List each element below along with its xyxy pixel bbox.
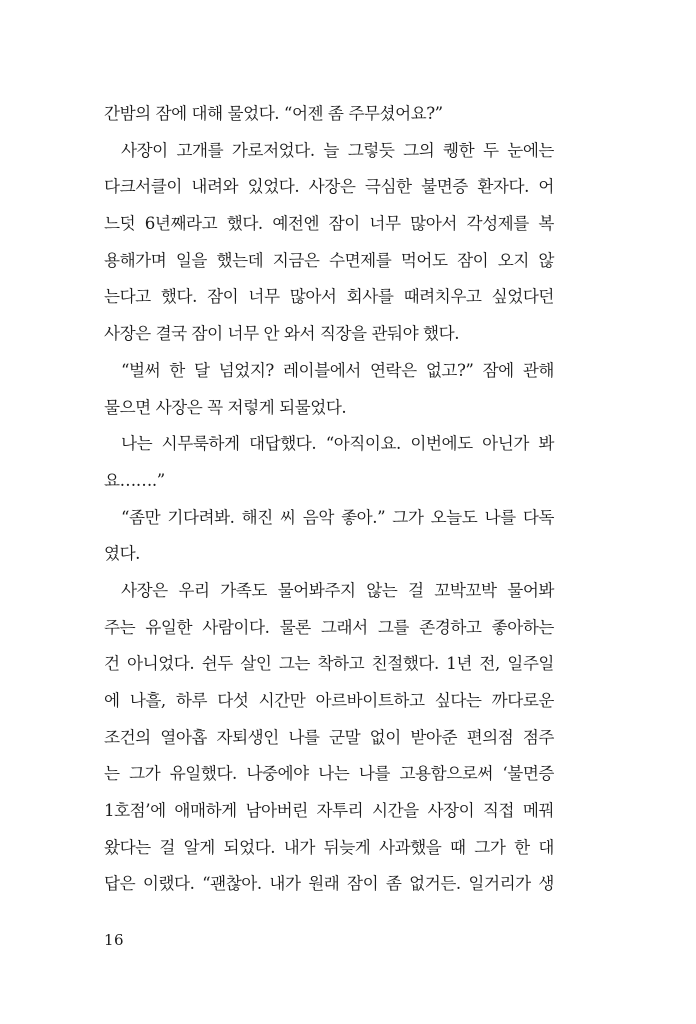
text-line: 사장이 고개를 가로저었다. 늘 그렇듯 그의 퀭한 두 눈에는 bbox=[121, 140, 554, 160]
text-line: 다크서클이 내려와 있었다. 사장은 극심한 불면증 환자다. 어 bbox=[104, 177, 554, 197]
text-line: 주는 유일한 사람이다. 물론 그래서 그를 존경하고 좋아하는 bbox=[104, 617, 554, 637]
body-text bbox=[104, 96, 554, 903]
text-line: “좀만 기다려봐. 해진 씨 음악 좋아.” 그가 오늘도 나를 다독 bbox=[121, 507, 554, 527]
text-line: 에 나흘, 하루 다섯 시간만 아르바이트하고 싶다는 까다로운 bbox=[104, 691, 554, 710]
text-line: 왔다는 걸 알게 되었다. 내가 뒤늦게 사과했을 때 그가 한 대 bbox=[104, 837, 554, 857]
text-line: 나는 시무룩하게 대답했다. “아직이요. 이번에도 아닌가 봐 bbox=[121, 434, 554, 454]
text-line: 1호점’에 애매하게 남아버린 자투리 시간을 사장이 직접 메꿔 bbox=[104, 801, 554, 821]
text-line: “벌써 한 달 넘었지? 레이블에서 연락은 없고?” 잠에 관해 bbox=[121, 360, 554, 380]
text-line: 사장은 결국 잠이 너무 안 와서 직장을 관둬야 했다. bbox=[104, 324, 460, 344]
text-line: 는 그가 유일했다. 나중에야 나는 나를 고용함으로써 ‘불면증 bbox=[104, 764, 554, 784]
text-line: 사장은 우리 가족도 물어봐주지 않는 걸 꼬박꼬박 물어봐 bbox=[121, 580, 554, 600]
text-line: 요…….” bbox=[104, 470, 165, 490]
text-line: 였다. bbox=[104, 544, 140, 564]
text-line: 용해가며 일을 했는데 지금은 수면제를 먹어도 잠이 오지 않 bbox=[104, 250, 554, 270]
text-line: 간밤의 잠에 대해 물었다. “어젠 좀 주무셨어요?” bbox=[104, 104, 443, 123]
text-line: 조건의 열아홉 자퇴생인 나를 군말 없이 받아준 편의점 점주 bbox=[104, 727, 554, 747]
text-line: 답은 이랬다. “괜찮아. 내가 원래 잠이 좀 없거든. 일거리가 생 bbox=[104, 874, 554, 894]
text-line: 건 아니었다. 쉰두 살인 그는 착하고 친절했다. 1년 전, 일주일 bbox=[104, 654, 554, 674]
text-line: 느덧 6년째라고 했다. 예전엔 잠이 너무 많아서 각성제를 복 bbox=[104, 214, 554, 234]
text-line: 물으면 사장은 꼭 저렇게 되물었다. bbox=[104, 397, 347, 417]
page-number: 16 bbox=[104, 931, 125, 949]
text-line: 는다고 했다. 잠이 너무 많아서 회사를 때려치우고 싶었다던 bbox=[104, 287, 554, 307]
